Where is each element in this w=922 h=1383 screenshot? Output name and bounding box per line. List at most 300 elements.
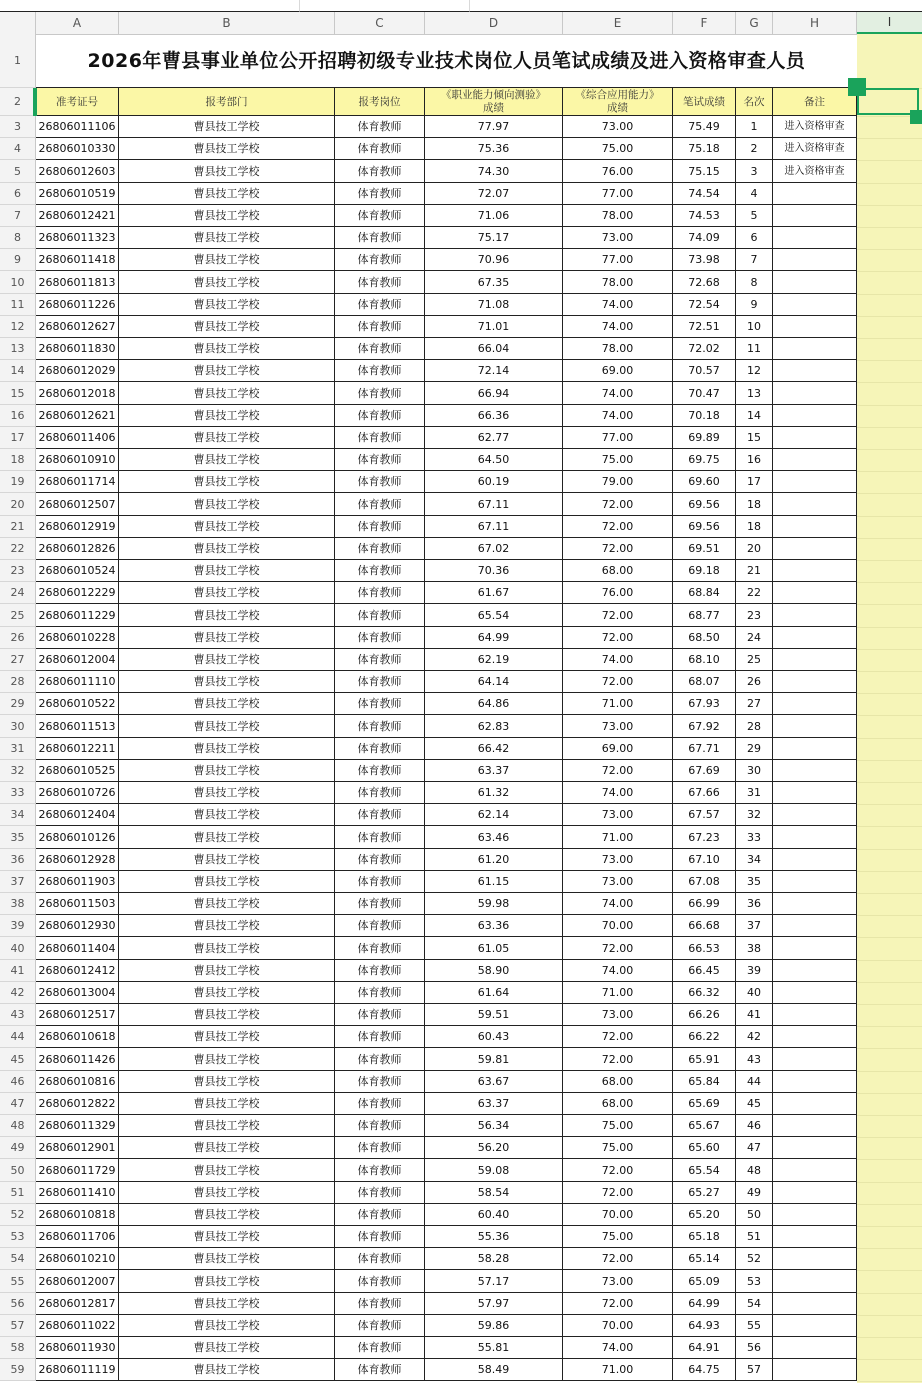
cell-e-28[interactable]: 72.00 [563,671,673,693]
cell-id-25[interactable]: 26806011229 [36,604,119,627]
cell-dept-57[interactable]: 曹县技工学校 [119,1315,335,1337]
cell-e-16[interactable]: 74.00 [563,405,673,427]
formula-area[interactable] [300,0,470,12]
cell-dept-23[interactable]: 曹县技工学校 [119,560,335,582]
cell-post-43[interactable]: 体育教师 [335,1004,425,1026]
row-header-40[interactable]: 40 [0,937,36,960]
cell-post-21[interactable]: 体育教师 [335,516,425,538]
cell-f-35[interactable]: 67.23 [673,826,736,849]
cell-h-14[interactable] [773,360,857,382]
cell-post-56[interactable]: 体育教师 [335,1293,425,1315]
cell-d-28[interactable]: 64.14 [425,671,563,693]
row-header-32[interactable]: 32 [0,760,36,782]
cell-d-52[interactable]: 60.40 [425,1204,563,1226]
cell-post-39[interactable]: 体育教师 [335,915,425,937]
cell-f-44[interactable]: 66.22 [673,1026,736,1048]
cell-post-42[interactable]: 体育教师 [335,982,425,1004]
cell-f-47[interactable]: 65.69 [673,1093,736,1115]
row-header-2[interactable]: 2 [0,88,36,116]
cell-e-56[interactable]: 72.00 [563,1293,673,1315]
cell-id-39[interactable]: 26806012930 [36,915,119,937]
header-rank[interactable]: 名次 [736,88,773,116]
row-header-59[interactable]: 59 [0,1359,36,1381]
cell-e-15[interactable]: 74.00 [563,382,673,405]
cell-d-9[interactable]: 70.96 [425,249,563,271]
cell-h-37[interactable] [773,871,857,893]
cell-d-59[interactable]: 58.49 [425,1359,563,1381]
cell-dept-55[interactable]: 曹县技工学校 [119,1270,335,1293]
cell-g-34[interactable]: 32 [736,804,773,826]
cell-f-4[interactable]: 75.18 [673,138,736,160]
cell-g-49[interactable]: 47 [736,1137,773,1159]
cell-g-35[interactable]: 33 [736,826,773,849]
cell-e-17[interactable]: 77.00 [563,427,673,449]
cell-e-13[interactable]: 78.00 [563,338,673,360]
cell-dept-24[interactable]: 曹县技工学校 [119,582,335,604]
cell-d-6[interactable]: 72.07 [425,183,563,205]
cell-dept-20[interactable]: 曹县技工学校 [119,493,335,516]
cell-h-5[interactable]: 进入资格审查 [773,160,857,183]
row-header-22[interactable]: 22 [0,538,36,560]
cell-g-52[interactable]: 50 [736,1204,773,1226]
cell-g-29[interactable]: 27 [736,693,773,715]
cell-h-56[interactable] [773,1293,857,1315]
cell-g-46[interactable]: 44 [736,1071,773,1093]
cell-d-33[interactable]: 61.32 [425,782,563,804]
cell-h-7[interactable] [773,205,857,227]
cell-h-22[interactable] [773,538,857,560]
cell-e-5[interactable]: 76.00 [563,160,673,183]
row-header-30[interactable]: 30 [0,715,36,738]
cell-post-10[interactable]: 体育教师 [335,271,425,294]
cell-d-20[interactable]: 67.11 [425,493,563,516]
row-header-13[interactable]: 13 [0,338,36,360]
cell-post-57[interactable]: 体育教师 [335,1315,425,1337]
cell-id-19[interactable]: 26806011714 [36,471,119,493]
cell-e-19[interactable]: 79.00 [563,471,673,493]
cell-post-25[interactable]: 体育教师 [335,604,425,627]
cell-d-22[interactable]: 67.02 [425,538,563,560]
cell-h-11[interactable] [773,294,857,316]
cell-dept-46[interactable]: 曹县技工学校 [119,1071,335,1093]
cell-h-35[interactable] [773,826,857,849]
cell-post-3[interactable]: 体育教师 [335,116,425,138]
cell-post-29[interactable]: 体育教师 [335,693,425,715]
cell-e-24[interactable]: 76.00 [563,582,673,604]
cell-post-44[interactable]: 体育教师 [335,1026,425,1048]
row-header-44[interactable]: 44 [0,1026,36,1048]
cell-e-43[interactable]: 73.00 [563,1004,673,1026]
cell-dept-29[interactable]: 曹县技工学校 [119,693,335,715]
row-header-8[interactable]: 8 [0,227,36,249]
cell-g-47[interactable]: 45 [736,1093,773,1115]
cell-id-49[interactable]: 26806012901 [36,1137,119,1159]
cell-g-39[interactable]: 37 [736,915,773,937]
cell-id-5[interactable]: 26806012603 [36,160,119,183]
column-header-e[interactable]: E [563,12,673,34]
cell-e-53[interactable]: 75.00 [563,1226,673,1248]
cell-id-34[interactable]: 26806012404 [36,804,119,826]
cell-id-18[interactable]: 26806010910 [36,449,119,471]
cell-dept-54[interactable]: 曹县技工学校 [119,1248,335,1270]
cell-id-36[interactable]: 26806012928 [36,849,119,871]
row-header-9[interactable]: 9 [0,249,36,271]
cell-h-57[interactable] [773,1315,857,1337]
row-header-34[interactable]: 34 [0,804,36,826]
cell-g-50[interactable]: 48 [736,1159,773,1182]
cell-e-3[interactable]: 73.00 [563,116,673,138]
cell-h-48[interactable] [773,1115,857,1137]
cell-e-9[interactable]: 77.00 [563,249,673,271]
cell-g-51[interactable]: 49 [736,1182,773,1204]
cell-h-19[interactable] [773,471,857,493]
row-header-6[interactable]: 6 [0,183,36,205]
cell-d-35[interactable]: 63.46 [425,826,563,849]
column-header-i[interactable]: I [857,12,922,34]
cell-g-33[interactable]: 31 [736,782,773,804]
cell-id-20[interactable]: 26806012507 [36,493,119,516]
cell-id-35[interactable]: 26806010126 [36,826,119,849]
cell-post-58[interactable]: 体育教师 [335,1337,425,1359]
cell-h-34[interactable] [773,804,857,826]
cell-dept-38[interactable]: 曹县技工学校 [119,893,335,915]
cell-id-56[interactable]: 26806012817 [36,1293,119,1315]
cell-h-9[interactable] [773,249,857,271]
cell-h-10[interactable] [773,271,857,294]
cell-h-51[interactable] [773,1182,857,1204]
cell-g-16[interactable]: 14 [736,405,773,427]
column-header-f[interactable]: F [673,12,736,34]
cell-id-53[interactable]: 26806011706 [36,1226,119,1248]
cell-h-59[interactable] [773,1359,857,1381]
row-header-56[interactable]: 56 [0,1293,36,1315]
row-header-12[interactable]: 12 [0,316,36,338]
cell-h-49[interactable] [773,1137,857,1159]
cell-f-21[interactable]: 69.56 [673,516,736,538]
cell-d-15[interactable]: 66.94 [425,382,563,405]
cell-e-8[interactable]: 73.00 [563,227,673,249]
cell-d-7[interactable]: 71.06 [425,205,563,227]
column-header-b[interactable]: B [119,12,335,34]
cell-h-36[interactable] [773,849,857,871]
cell-d-11[interactable]: 71.08 [425,294,563,316]
row-header-17[interactable]: 17 [0,427,36,449]
header-aptitude-score[interactable] [425,88,563,116]
cell-f-18[interactable]: 69.75 [673,449,736,471]
cell-dept-6[interactable]: 曹县技工学校 [119,183,335,205]
cell-dept-16[interactable]: 曹县技工学校 [119,405,335,427]
cell-h-38[interactable] [773,893,857,915]
cell-id-57[interactable]: 26806011022 [36,1315,119,1337]
cell-f-22[interactable]: 69.51 [673,538,736,560]
cell-g-8[interactable]: 6 [736,227,773,249]
row-header-11[interactable]: 11 [0,294,36,316]
cell-h-27[interactable] [773,649,857,671]
cell-h-18[interactable] [773,449,857,471]
cell-post-41[interactable]: 体育教师 [335,960,425,982]
cell-g-57[interactable]: 55 [736,1315,773,1337]
cell-id-38[interactable]: 26806011503 [36,893,119,915]
cell-id-33[interactable]: 26806010726 [36,782,119,804]
cell-id-11[interactable]: 26806011226 [36,294,119,316]
cell-h-47[interactable] [773,1093,857,1115]
cell-dept-27[interactable]: 曹县技工学校 [119,649,335,671]
cell-e-22[interactable]: 72.00 [563,538,673,560]
row-header-48[interactable]: 48 [0,1115,36,1137]
cell-dept-58[interactable]: 曹县技工学校 [119,1337,335,1359]
cell-e-10[interactable]: 78.00 [563,271,673,294]
cell-dept-53[interactable]: 曹县技工学校 [119,1226,335,1248]
cell-h-21[interactable] [773,516,857,538]
cell-id-13[interactable]: 26806011830 [36,338,119,360]
cell-id-12[interactable]: 26806012627 [36,316,119,338]
cell-d-10[interactable]: 67.35 [425,271,563,294]
cell-h-44[interactable] [773,1026,857,1048]
cell-f-41[interactable]: 66.45 [673,960,736,982]
cell-post-32[interactable]: 体育教师 [335,760,425,782]
row-header-1[interactable]: 1 [0,34,36,88]
cell-d-27[interactable]: 62.19 [425,649,563,671]
column-i-highlight[interactable] [857,34,922,1383]
cell-d-5[interactable]: 74.30 [425,160,563,183]
cell-d-56[interactable]: 57.97 [425,1293,563,1315]
cell-e-45[interactable]: 72.00 [563,1048,673,1071]
cell-d-38[interactable]: 59.98 [425,893,563,915]
name-box[interactable] [0,0,300,12]
cell-dept-34[interactable]: 曹县技工学校 [119,804,335,826]
row-header-14[interactable]: 14 [0,360,36,382]
cell-e-58[interactable]: 74.00 [563,1337,673,1359]
cell-f-9[interactable]: 73.98 [673,249,736,271]
cell-d-36[interactable]: 61.20 [425,849,563,871]
cell-f-25[interactable]: 68.77 [673,604,736,627]
row-header-37[interactable]: 37 [0,871,36,893]
cell-g-43[interactable]: 41 [736,1004,773,1026]
cell-f-43[interactable]: 66.26 [673,1004,736,1026]
row-header-47[interactable]: 47 [0,1093,36,1115]
cell-h-45[interactable] [773,1048,857,1071]
cell-g-58[interactable]: 56 [736,1337,773,1359]
row-header-45[interactable]: 45 [0,1048,36,1071]
cell-f-40[interactable]: 66.53 [673,937,736,960]
row-header-42[interactable]: 42 [0,982,36,1004]
cell-g-48[interactable]: 46 [736,1115,773,1137]
cell-id-6[interactable]: 26806010519 [36,183,119,205]
cell-id-45[interactable]: 26806011426 [36,1048,119,1071]
cell-post-28[interactable]: 体育教师 [335,671,425,693]
cell-e-38[interactable]: 74.00 [563,893,673,915]
cell-f-51[interactable]: 65.27 [673,1182,736,1204]
cell-f-10[interactable]: 72.68 [673,271,736,294]
cell-e-59[interactable]: 71.00 [563,1359,673,1381]
cell-g-21[interactable]: 18 [736,516,773,538]
cell-dept-9[interactable]: 曹县技工学校 [119,249,335,271]
row-header-3[interactable]: 3 [0,116,36,138]
cell-f-17[interactable]: 69.89 [673,427,736,449]
cell-post-38[interactable]: 体育教师 [335,893,425,915]
cell-e-14[interactable]: 69.00 [563,360,673,382]
cell-f-45[interactable]: 65.91 [673,1048,736,1071]
cell-post-51[interactable]: 体育教师 [335,1182,425,1204]
header-comprehensive-score[interactable] [563,88,673,116]
cell-e-25[interactable]: 72.00 [563,604,673,627]
cell-d-51[interactable]: 58.54 [425,1182,563,1204]
cell-dept-17[interactable]: 曹县技工学校 [119,427,335,449]
row-header-39[interactable]: 39 [0,915,36,937]
cell-f-24[interactable]: 68.84 [673,582,736,604]
column-header-g[interactable]: G [736,12,773,34]
row-header-57[interactable]: 57 [0,1315,36,1337]
cell-d-55[interactable]: 57.17 [425,1270,563,1293]
cell-h-31[interactable] [773,738,857,760]
cell-h-17[interactable] [773,427,857,449]
cell-f-54[interactable]: 65.14 [673,1248,736,1270]
cell-d-57[interactable]: 59.86 [425,1315,563,1337]
cell-d-54[interactable]: 58.28 [425,1248,563,1270]
cell-id-16[interactable]: 26806012621 [36,405,119,427]
row-header-5[interactable]: 5 [0,160,36,183]
cell-id-42[interactable]: 26806013004 [36,982,119,1004]
cell-post-47[interactable]: 体育教师 [335,1093,425,1115]
row-header-25[interactable]: 25 [0,604,36,627]
cell-d-49[interactable]: 56.20 [425,1137,563,1159]
cell-h-20[interactable] [773,493,857,516]
cell-id-41[interactable]: 26806012412 [36,960,119,982]
cell-dept-21[interactable]: 曹县技工学校 [119,516,335,538]
cell-id-26[interactable]: 26806010228 [36,627,119,649]
cell-id-48[interactable]: 26806011329 [36,1115,119,1137]
cell-f-32[interactable]: 67.69 [673,760,736,782]
cell-dept-28[interactable]: 曹县技工学校 [119,671,335,693]
cell-f-36[interactable]: 67.10 [673,849,736,871]
cell-g-10[interactable]: 8 [736,271,773,294]
cell-e-32[interactable]: 72.00 [563,760,673,782]
cell-e-42[interactable]: 71.00 [563,982,673,1004]
cell-post-53[interactable]: 体育教师 [335,1226,425,1248]
cell-h-46[interactable] [773,1071,857,1093]
cell-e-52[interactable]: 70.00 [563,1204,673,1226]
cell-d-3[interactable]: 77.97 [425,116,563,138]
cell-d-30[interactable]: 62.83 [425,715,563,738]
cell-post-5[interactable]: 体育教师 [335,160,425,183]
cell-e-47[interactable]: 68.00 [563,1093,673,1115]
cell-d-13[interactable]: 66.04 [425,338,563,360]
cell-dept-59[interactable]: 曹县技工学校 [119,1359,335,1381]
cell-f-42[interactable]: 66.32 [673,982,736,1004]
column-header-a[interactable]: A [36,12,119,34]
column-header-h[interactable]: H [773,12,857,34]
column-header-d[interactable]: D [425,12,563,34]
cell-h-3[interactable]: 进入资格审查 [773,116,857,138]
row-header-49[interactable]: 49 [0,1137,36,1159]
cell-post-23[interactable]: 体育教师 [335,560,425,582]
cell-d-40[interactable]: 61.05 [425,937,563,960]
cell-dept-37[interactable]: 曹县技工学校 [119,871,335,893]
cell-dept-45[interactable]: 曹县技工学校 [119,1048,335,1071]
row-header-10[interactable]: 10 [0,271,36,294]
cell-g-27[interactable]: 25 [736,649,773,671]
row-header-15[interactable]: 15 [0,382,36,405]
cell-f-12[interactable]: 72.51 [673,316,736,338]
cell-g-56[interactable]: 54 [736,1293,773,1315]
cell-d-24[interactable]: 61.67 [425,582,563,604]
cell-id-10[interactable]: 26806011813 [36,271,119,294]
cell-id-9[interactable]: 26806011418 [36,249,119,271]
cell-post-34[interactable]: 体育教师 [335,804,425,826]
cell-dept-41[interactable]: 曹县技工学校 [119,960,335,982]
row-header-58[interactable]: 58 [0,1337,36,1359]
cell-post-22[interactable]: 体育教师 [335,538,425,560]
cell-h-26[interactable] [773,627,857,649]
row-header-50[interactable]: 50 [0,1159,36,1182]
cell-f-13[interactable]: 72.02 [673,338,736,360]
cell-e-6[interactable]: 77.00 [563,183,673,205]
cell-id-40[interactable]: 26806011404 [36,937,119,960]
cell-g-32[interactable]: 30 [736,760,773,782]
cell-g-54[interactable]: 52 [736,1248,773,1270]
row-header-26[interactable]: 26 [0,627,36,649]
cell-e-55[interactable]: 73.00 [563,1270,673,1293]
cell-g-53[interactable]: 51 [736,1226,773,1248]
cell-id-22[interactable]: 26806012826 [36,538,119,560]
cell-g-13[interactable]: 11 [736,338,773,360]
cell-e-36[interactable]: 73.00 [563,849,673,871]
cell-dept-18[interactable]: 曹县技工学校 [119,449,335,471]
cell-e-7[interactable]: 78.00 [563,205,673,227]
cell-d-45[interactable]: 59.81 [425,1048,563,1071]
cell-f-28[interactable]: 68.07 [673,671,736,693]
cell-post-26[interactable]: 体育教师 [335,627,425,649]
row-header-38[interactable]: 38 [0,893,36,915]
row-header-21[interactable]: 21 [0,516,36,538]
cell-f-29[interactable]: 67.93 [673,693,736,715]
cell-id-43[interactable]: 26806012517 [36,1004,119,1026]
cell-f-38[interactable]: 66.99 [673,893,736,915]
cell-dept-31[interactable]: 曹县技工学校 [119,738,335,760]
cell-dept-12[interactable]: 曹县技工学校 [119,316,335,338]
cell-f-27[interactable]: 68.10 [673,649,736,671]
row-header-29[interactable]: 29 [0,693,36,715]
cell-d-44[interactable]: 60.43 [425,1026,563,1048]
cell-d-32[interactable]: 63.37 [425,760,563,782]
cell-post-6[interactable]: 体育教师 [335,183,425,205]
cell-h-12[interactable] [773,316,857,338]
cell-f-39[interactable]: 66.68 [673,915,736,937]
cell-dept-25[interactable]: 曹县技工学校 [119,604,335,627]
row-header-41[interactable]: 41 [0,960,36,982]
formula-area-rest[interactable] [470,0,922,12]
row-header-20[interactable]: 20 [0,493,36,516]
cell-f-53[interactable]: 65.18 [673,1226,736,1248]
cell-id-54[interactable]: 26806010210 [36,1248,119,1270]
cell-g-3[interactable]: 1 [736,116,773,138]
cell-id-21[interactable]: 26806012919 [36,516,119,538]
cell-f-16[interactable]: 70.18 [673,405,736,427]
cell-d-34[interactable]: 62.14 [425,804,563,826]
cell-d-12[interactable]: 71.01 [425,316,563,338]
cell-g-36[interactable]: 34 [736,849,773,871]
cell-h-53[interactable] [773,1226,857,1248]
row-header-36[interactable]: 36 [0,849,36,871]
cell-f-34[interactable]: 67.57 [673,804,736,826]
cell-e-30[interactable]: 73.00 [563,715,673,738]
cell-d-17[interactable]: 62.77 [425,427,563,449]
cell-d-26[interactable]: 64.99 [425,627,563,649]
cell-g-18[interactable]: 16 [736,449,773,471]
cell-dept-56[interactable]: 曹县技工学校 [119,1293,335,1315]
cell-d-37[interactable]: 61.15 [425,871,563,893]
cell-f-15[interactable]: 70.47 [673,382,736,405]
